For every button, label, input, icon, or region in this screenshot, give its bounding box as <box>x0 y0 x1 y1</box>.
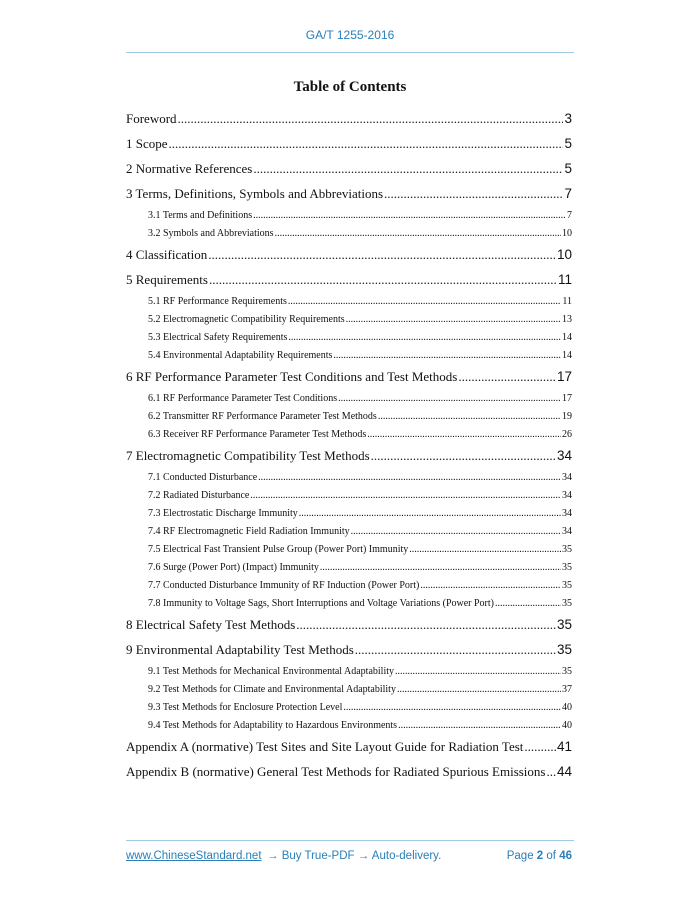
toc-entry[interactable] <box>148 719 572 733</box>
toc-entry-title: Appendix B (normative) General Test Methods for Radiated Spurious Emissions <box>126 764 546 779</box>
toc-entry[interactable] <box>148 428 572 442</box>
toc-entry[interactable] <box>148 525 572 539</box>
toc-entry-title: 8 Electrical Safety Test Methods <box>126 617 296 632</box>
toc-entry-title: 7.7 Conducted Disturbance Immunity of RF Induction (Power Port) <box>148 580 420 591</box>
toc-entry-page: 35 <box>556 642 572 657</box>
toc-entry-page: 44 <box>556 764 572 779</box>
toc-dot-leader <box>296 616 556 634</box>
toc-entry-page: 11 <box>562 296 572 307</box>
toc-entry-page: 14 <box>562 332 572 343</box>
toc-entry-title: 1 Scope <box>126 136 168 151</box>
toc-entry-page: 17 <box>556 369 572 384</box>
purchase-note: → Buy True-PDF → Auto-delivery. <box>267 850 442 862</box>
toc-title: Table of Contents <box>293 79 407 95</box>
toc-entry-title: 7 Electromagnetic Compatibility Test Methods <box>126 448 370 463</box>
toc-dot-leader <box>169 135 564 153</box>
toc-entry-page: 3 <box>564 111 572 126</box>
toc-entry-title: 7.4 RF Electromagnetic Field Radiation Immunity <box>148 526 350 537</box>
toc-dot-leader <box>546 763 555 781</box>
toc-dot-leader <box>378 410 561 424</box>
toc-dot-leader <box>275 227 561 241</box>
toc-entry-page: 5 <box>564 161 572 176</box>
toc-dot-leader <box>343 701 561 715</box>
toc-dot-leader <box>384 185 563 203</box>
toc-dot-leader <box>397 683 561 697</box>
toc-dot-leader <box>258 471 561 485</box>
toc-entry-title: 7.5 Electrical Fast Transient Pulse Group (Power Port) Immunity <box>148 544 409 555</box>
toc-dot-leader <box>209 271 557 289</box>
toc-entry-page: 35 <box>562 544 572 555</box>
toc-entry[interactable] <box>126 246 572 264</box>
toc-dot-leader <box>395 665 561 679</box>
toc-entry[interactable] <box>148 295 572 309</box>
toc-entry-title: Appendix A (normative) Test Sites and Site Layout Guide for Radiation Test <box>126 739 524 754</box>
toc-dot-leader <box>371 447 556 465</box>
toc-entry[interactable] <box>148 227 572 241</box>
toc-entry-page: 34 <box>562 472 572 483</box>
toc-entry-title: 3.2 Symbols and Abbreviations <box>148 228 274 239</box>
toc-entry-page: 14 <box>562 350 572 361</box>
toc-entry-title: 4 Classification <box>126 247 208 262</box>
toc-dot-leader <box>288 295 562 309</box>
toc-entry-title: 7.2 Radiated Disturbance <box>148 490 250 501</box>
toc-entry[interactable] <box>126 616 572 634</box>
toc-entry-title: 6 RF Performance Parameter Test Conditions and Test Methods <box>126 369 458 384</box>
toc-dot-leader <box>398 719 561 733</box>
page-total: 46 <box>559 850 572 862</box>
toc-entry-page: 35 <box>556 617 572 632</box>
header-rule <box>126 52 574 53</box>
toc-entry-page: 35 <box>562 666 572 677</box>
toc-dot-leader <box>288 331 561 345</box>
toc-entry-page: 40 <box>562 720 572 731</box>
toc-entry[interactable] <box>148 313 572 327</box>
toc-entry-title: 5.3 Electrical Safety Requirements <box>148 332 288 343</box>
toc-entry-title: 3.1 Terms and Definitions <box>148 210 253 221</box>
toc-entry[interactable] <box>148 579 572 593</box>
toc-entry-title: 9.1 Test Methods for Mechanical Environmental Adaptability <box>148 666 395 677</box>
toc-entry-page: 34 <box>562 490 572 501</box>
toc-entry[interactable] <box>126 738 572 756</box>
toc-dot-leader <box>409 543 561 557</box>
toc-entry[interactable] <box>126 368 572 386</box>
toc-entry-title: 7.1 Conducted Disturbance <box>148 472 258 483</box>
toc-entry-page: 37 <box>562 684 572 695</box>
toc-entry-page: 11 <box>557 272 572 287</box>
toc-dot-leader <box>250 489 561 503</box>
page-current: 2 <box>536 850 544 862</box>
toc-entry[interactable] <box>126 763 572 781</box>
toc-dot-leader <box>458 368 556 386</box>
toc-entry[interactable] <box>126 135 572 153</box>
toc-entry-page: 7 <box>564 186 572 201</box>
toc-entry-page: 5 <box>564 136 572 151</box>
toc-entry-page: 35 <box>562 580 572 591</box>
toc-entry-page: 35 <box>562 598 572 609</box>
toc-entry-page: 17 <box>562 393 572 404</box>
toc-entry-title: 5.1 RF Performance Requirements <box>148 296 287 307</box>
toc-entry[interactable] <box>148 331 572 345</box>
toc-dot-leader <box>178 110 564 128</box>
toc-entry[interactable] <box>148 349 572 363</box>
toc-entry[interactable] <box>148 410 572 424</box>
toc-dot-leader <box>253 160 563 178</box>
toc-entry-title: 9.2 Test Methods for Climate and Environmental Adaptability <box>148 684 396 695</box>
toc-entry-title: 2 Normative References <box>126 161 253 176</box>
toc-entry-page: 34 <box>562 508 572 519</box>
toc-entry[interactable] <box>148 543 572 557</box>
toc-dot-leader <box>355 641 556 659</box>
toc-dot-leader <box>320 561 561 575</box>
toc-dot-leader <box>299 507 561 521</box>
toc-entry-page: 13 <box>562 314 572 325</box>
toc-entry-title: 6.1 RF Performance Parameter Test Conditions <box>148 393 338 404</box>
toc-entry-title: 6.2 Transmitter RF Performance Parameter Test Methods <box>148 411 377 422</box>
toc-entry[interactable] <box>148 489 572 503</box>
toc-entry[interactable] <box>148 507 572 521</box>
toc-entry-title: 3 Terms, Definitions, Symbols and Abbreviations <box>126 186 384 201</box>
toc-entry-page: 19 <box>562 411 572 422</box>
toc-entry[interactable] <box>126 641 572 659</box>
toc-entry[interactable] <box>148 392 572 406</box>
toc-entry[interactable] <box>126 185 572 203</box>
toc-dot-leader <box>351 525 561 539</box>
toc-entry-page: 34 <box>556 448 572 463</box>
toc-dot-leader <box>253 209 566 223</box>
toc-entry[interactable] <box>126 271 572 289</box>
toc-entry[interactable] <box>148 471 572 485</box>
toc-entry[interactable] <box>126 110 572 128</box>
toc-dot-leader <box>495 597 561 611</box>
toc-entry-title: 9.4 Test Methods for Adaptability to Hazardous Environments <box>148 720 398 731</box>
toc-entry-page: 7 <box>567 210 572 221</box>
page-label: Page <box>506 850 534 862</box>
toc-entry-page: 41 <box>556 739 572 754</box>
website-link[interactable]: www.ChineseStandard.net <box>126 850 262 862</box>
document-header-code: GA/T 1255-2016 <box>305 28 395 42</box>
page-footer <box>126 850 572 866</box>
toc-entry[interactable] <box>126 447 572 465</box>
toc-entry[interactable] <box>148 683 572 697</box>
toc-entry[interactable] <box>148 209 572 223</box>
toc-entry-title: 7.8 Immunity to Voltage Sags, Short Interruptions and Voltage Variations (Power Port) <box>148 598 494 609</box>
toc-entry-page: 26 <box>562 429 572 440</box>
toc-entry-page: 35 <box>562 562 572 573</box>
toc-entry-page: 40 <box>562 702 572 713</box>
toc-dot-leader <box>420 579 561 593</box>
toc-entry-title: Foreword <box>126 111 177 126</box>
toc-dot-leader <box>333 349 561 363</box>
toc-entry-title: 7.6 Surge (Power Port) (Impact) Immunity <box>148 562 319 573</box>
toc-entry-title: 9 Environmental Adaptability Test Methods <box>126 642 354 657</box>
toc-entry-title: 5 Requirements <box>126 272 208 287</box>
toc-entry-title: 5.4 Environmental Adaptability Requirements <box>148 350 333 361</box>
toc-dot-leader <box>346 313 561 327</box>
toc-entry[interactable] <box>148 561 572 575</box>
toc-entry[interactable] <box>148 665 572 679</box>
toc-dot-leader <box>208 246 556 264</box>
toc-entry-page: 34 <box>562 526 572 537</box>
toc-entry-title: 9.3 Test Methods for Enclosure Protection Level <box>148 702 343 713</box>
toc-entry-page: 10 <box>556 247 572 262</box>
toc-entry-title: 7.3 Electrostatic Discharge Immunity <box>148 508 298 519</box>
toc-entry-title: 6.3 Receiver RF Performance Parameter Test Methods <box>148 429 367 440</box>
toc-entry[interactable] <box>126 160 572 178</box>
toc-entry-page: 10 <box>562 228 572 239</box>
toc-dot-leader <box>367 428 561 442</box>
footer-rule <box>126 840 574 841</box>
page-indicator <box>507 850 572 862</box>
toc-entry[interactable] <box>148 701 572 715</box>
toc-dot-leader <box>524 738 556 756</box>
page-of: of <box>546 850 556 862</box>
toc-entry[interactable] <box>148 597 572 611</box>
toc-entry-title: 5.2 Electromagnetic Compatibility Requirements <box>148 314 345 325</box>
toc-dot-leader <box>338 392 561 406</box>
